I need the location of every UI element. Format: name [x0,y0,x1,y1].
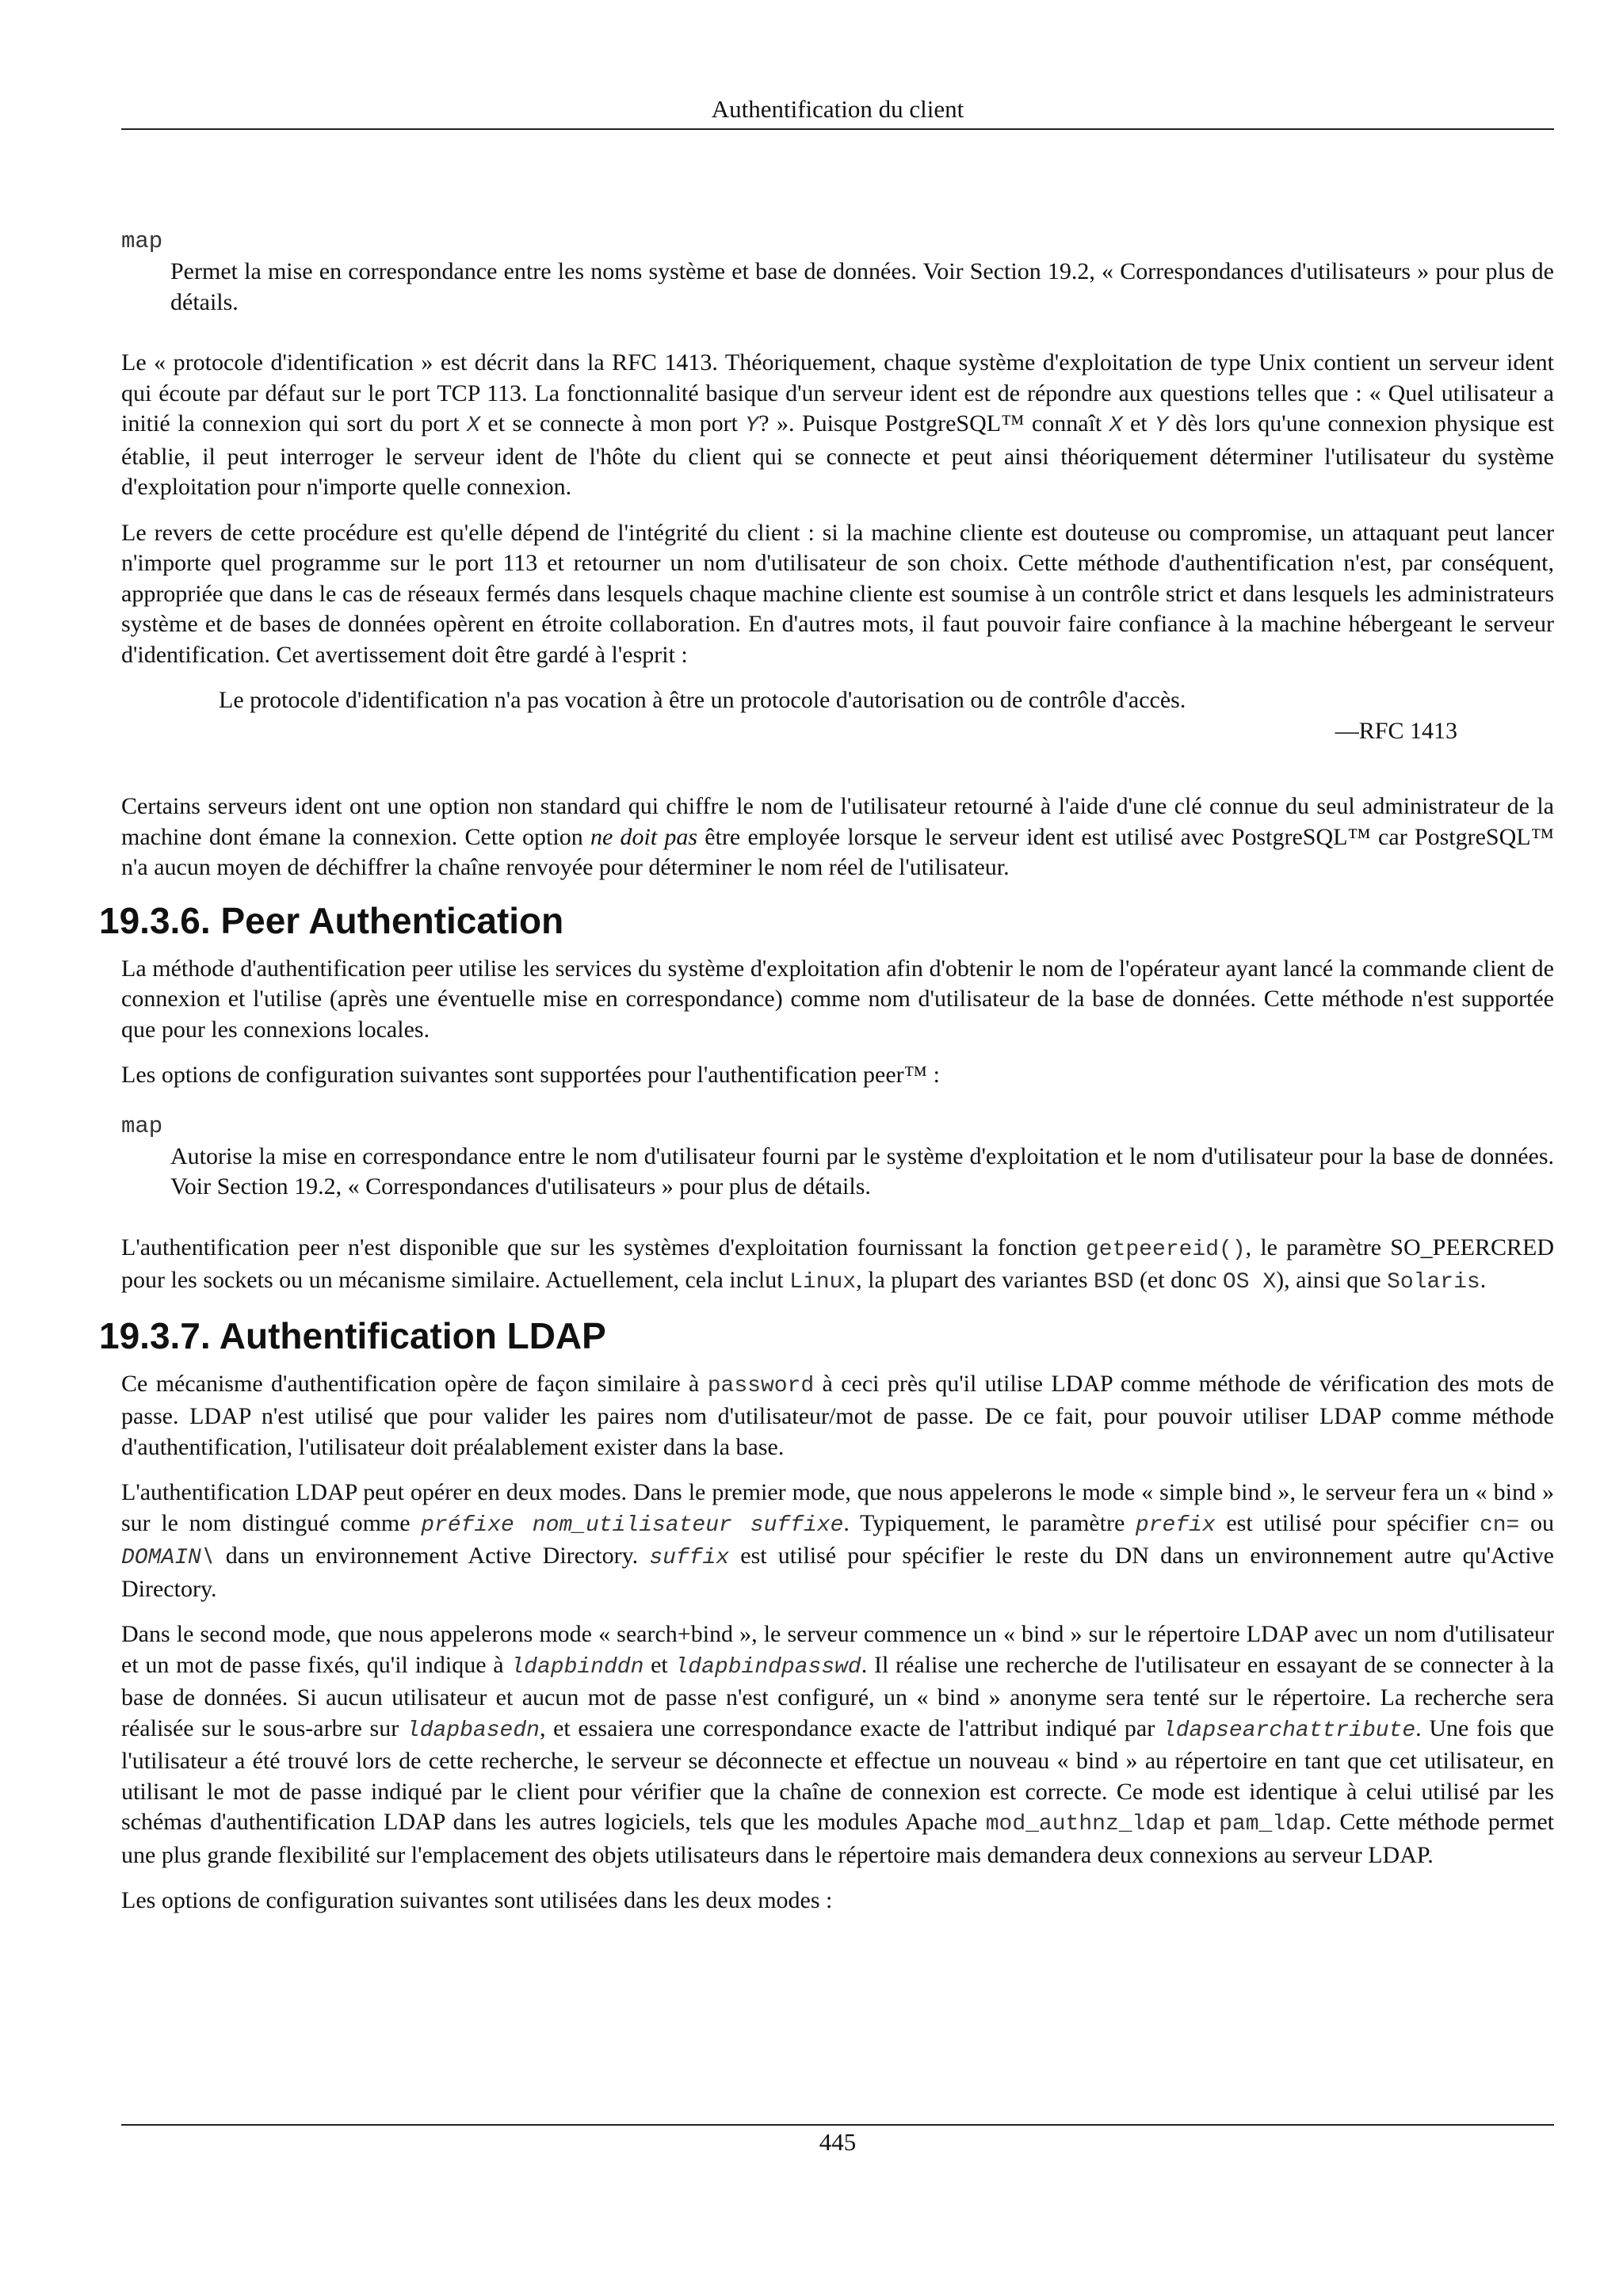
paragraph-peer-availability: L'authentification peer n'est disponible que sur les systèmes d'exploitation fournissant la fonction getpeereid(), le paramètre SO_PEERCRED pour les sockets ou un mécanisme similaire. Actuellement, cela inclut Linux, la plupart des variantes BSD (et donc OS X), ainsi que Solaris. [121,1234,1554,1295]
var-y: Y [1155,414,1168,438]
code-prefix-user-suffix: préfixe nom_utilisateur suffixe [421,1512,844,1538]
page-content [99,227,1555,1932]
term-map-definition: Permet la mise en correspondance entre les noms système et base de données. Voir Section 19.2, « Correspondances d'utilisateurs » pour plus de détails. [170,258,1554,315]
var-y: Y [745,414,759,438]
paragraph-peer-intro: La méthode d'authentification peer utilise les services du système d'exploitation afin d'obtenir le nom de l'opérateur ayant lancé la commande client de connexion et l'utilise (après une éventuelle mise en correspondance) comme nom d'utilisateur de la base de données. Cette méthode n'est supportée que pour les connexions locales. [121,955,1554,1043]
running-header: Authentification du client [711,95,964,123]
emphasis: ne doit pas [590,823,698,850]
code-ldapbindpasswd: ldapbindpasswd [674,1654,861,1680]
paragraph-revers: Le revers de cette procédure est qu'elle dépend de l'intégrité du client : si la machine cliente est douteuse ou compromise, un attaquant peut lancer n'importe quel programme sur le port 113 et retourner un nom d'utilisateur de son choix. Cette méthode d'authentification n'est, par conséquent, appropriée que dans le cas de réseaux fermés dans lesquels chaque machine cliente est soumise à un contrôle strict et dans lesquels les administrateurs système et de bases de données opèrent en étroite collaboration. En d'autres mots, il faut pouvoir faire confiance à la machine hébergeant le serveur d'identification. Cet avertissement doit être gardé à l'esprit : [121,519,1554,668]
paragraph-ldap-simple-bind: L'authentification LDAP peut opérer en deux modes. Dans le premier mode, que nous appelerons le mode « simple bind », le serveur fera un « bind » sur le nom distingué comme préfixe nom_utilisateur suffixe. Typiquement, le paramètre prefix est utilisé pour spécifier cn= ou DOMAIN\ dans un environnement Active Directory. suffix est utilisé pour spécifier le reste du DN dans un environnement autre qu'Active Directory. [121,1479,1555,1602]
paragraph-rfc1413: Le « protocole d'identification » est décrit dans la RFC 1413. Théoriquement, chaque système d'exploitation de type Unix contient un serveur ident qui écoute par défaut sur le port TCP 113. La fonctionnalité basique d'un serveur ident est de répondre aux questions telles que : « Quel utilisateur a initié la connexion qui sort du port X et se connecte à mon port Y? ». Puisque PostgreSQL™ connaît X et Y dès lors qu'une connexion physique est établie, il peut interroger le serveur ident de l'hôte du client qui se connecte et peut ainsi théoriquement déterminer l'utilisateur du système d'exploitation pour n'importe quelle connexion. [121,349,1555,500]
code-cn: cn= [1479,1512,1520,1538]
page-number: 445 [819,2128,857,2156]
var-x: X [1109,414,1123,438]
variable-list-map [121,227,1554,318]
blockquote: Le protocole d'identification n'a pas vocation à être un protocole d'autorisation ou de contrôle d'accès. [219,687,1186,713]
paragraph-ldap-search-bind: Dans le second mode, que nous appelerons mode « search+bind », le serveur commence un « bind » sur le répertoire LDAP avec un nom d'utilisateur et un mot de passe fixés, qu'il indique à ldapbinddn et ldapbindpasswd. Il réalise une recherche de l'utilisateur en essayant de se connecter à la base de données. Si aucun utilisateur et aucun mot de passe n'est configuré, un « bind » anonyme sera tenté sur le répertoire. La recherche sera réalisée sur le sous-arbre sur ldapbasedn, et essaiera une correspondance exacte de l'attribut indiqué par ldapsearchattribute. Une fois que l'utilisateur a été trouvé lors de cette recherche, le serveur se déconnecte et effectue un nouveau « bind » au répertoire en tant que cet utilisateur, en utilisant le mot de passe indiqué par le client pour vérifier que la chaîne de connexion est correcte. Ce mode est identique à celui utilisé par les schémas d'authentification LDAP dans les autres logiciels, tels que les modules Apache mod_authnz_ldap et pam_ldap. Cette méthode permet une plus grande flexibilité sur l'emplacement des objets utilisateurs dans le répertoire mais demandera deux connexions au serveur LDAP. [121,1621,1555,1868]
code-linux: Linux [789,1270,857,1295]
section-heading-peer: 19.3.6. Peer Authentication [99,899,564,941]
code-prefix: prefix [1135,1512,1216,1538]
code-getpeereid: getpeereid() [1086,1237,1246,1262]
code-suffix: suffix [649,1546,730,1570]
code-solaris: Solaris [1387,1270,1480,1295]
blockquote-attribution: —RFC 1413 [1335,717,1457,744]
term-map: map [121,1112,163,1139]
footer-rule [121,2124,1554,2126]
term-map: map [121,228,163,254]
paragraph-certains-serveurs: Certains serveurs ident ont une option non standard qui chiffre le nom de l'utilisateur retourné à l'aide d'une clé connue du seul administrateur de la machine dont émane la connexion. Cette option ne doit pas être employée lorsque le serveur ident est utilisé avec PostgreSQL™ car PostgreSQL™ n'a aucun moyen de déchiffrer la chaîne renvoyée pour déterminer le nom réel de l'utilisateur. [121,793,1554,880]
section-heading-ldap: 19.3.7. Authentification LDAP [99,1314,606,1356]
code-mod-authnz-ldap: mod_authnz_ldap [985,1812,1186,1836]
code-ldapsearchattribute: ldapsearchattribute [1162,1718,1416,1743]
code-osx: OS X [1222,1270,1277,1295]
code-domain: DOMAIN\ [121,1546,215,1570]
variable-list-peer-map [121,1112,1554,1203]
var-x: X [467,414,480,438]
code-pam-ldap: pam_ldap [1219,1812,1326,1836]
code-ldapbasedn: ldapbasedn [406,1718,540,1743]
code-ldapbinddn: ldapbinddn [510,1654,644,1680]
paragraph-peer-options: Les options de configuration suivantes sont supportées pour l'authentification peer™ : [121,1062,940,1088]
term-map-definition: Autorise la mise en correspondance entre le nom d'utilisateur fourni par le système d'exploitation et le nom d'utilisateur pour la base de données. Voir Section 19.2, « Correspondances d'utilisateurs » pour plus de détails. [170,1142,1554,1199]
paragraph-ldap-options: Les options de configuration suivantes sont utilisées dans les deux modes : [121,1887,833,1913]
paragraph-ldap-intro: Ce mécanisme d'authentification opère de façon similaire à password à ceci près qu'il utilise LDAP comme méthode de vérification des mots de passe. LDAP n'est utilisé que pour valider les paires nom d'utilisateur/mot de passe. De ce fait, pour pouvoir utiliser LDAP comme méthode d'authentification, l'utilisateur doit préalablement exister dans la base. [121,1370,1554,1460]
code-password: password [707,1373,815,1398]
header-rule [121,128,1554,130]
code-bsd: BSD [1094,1270,1134,1295]
